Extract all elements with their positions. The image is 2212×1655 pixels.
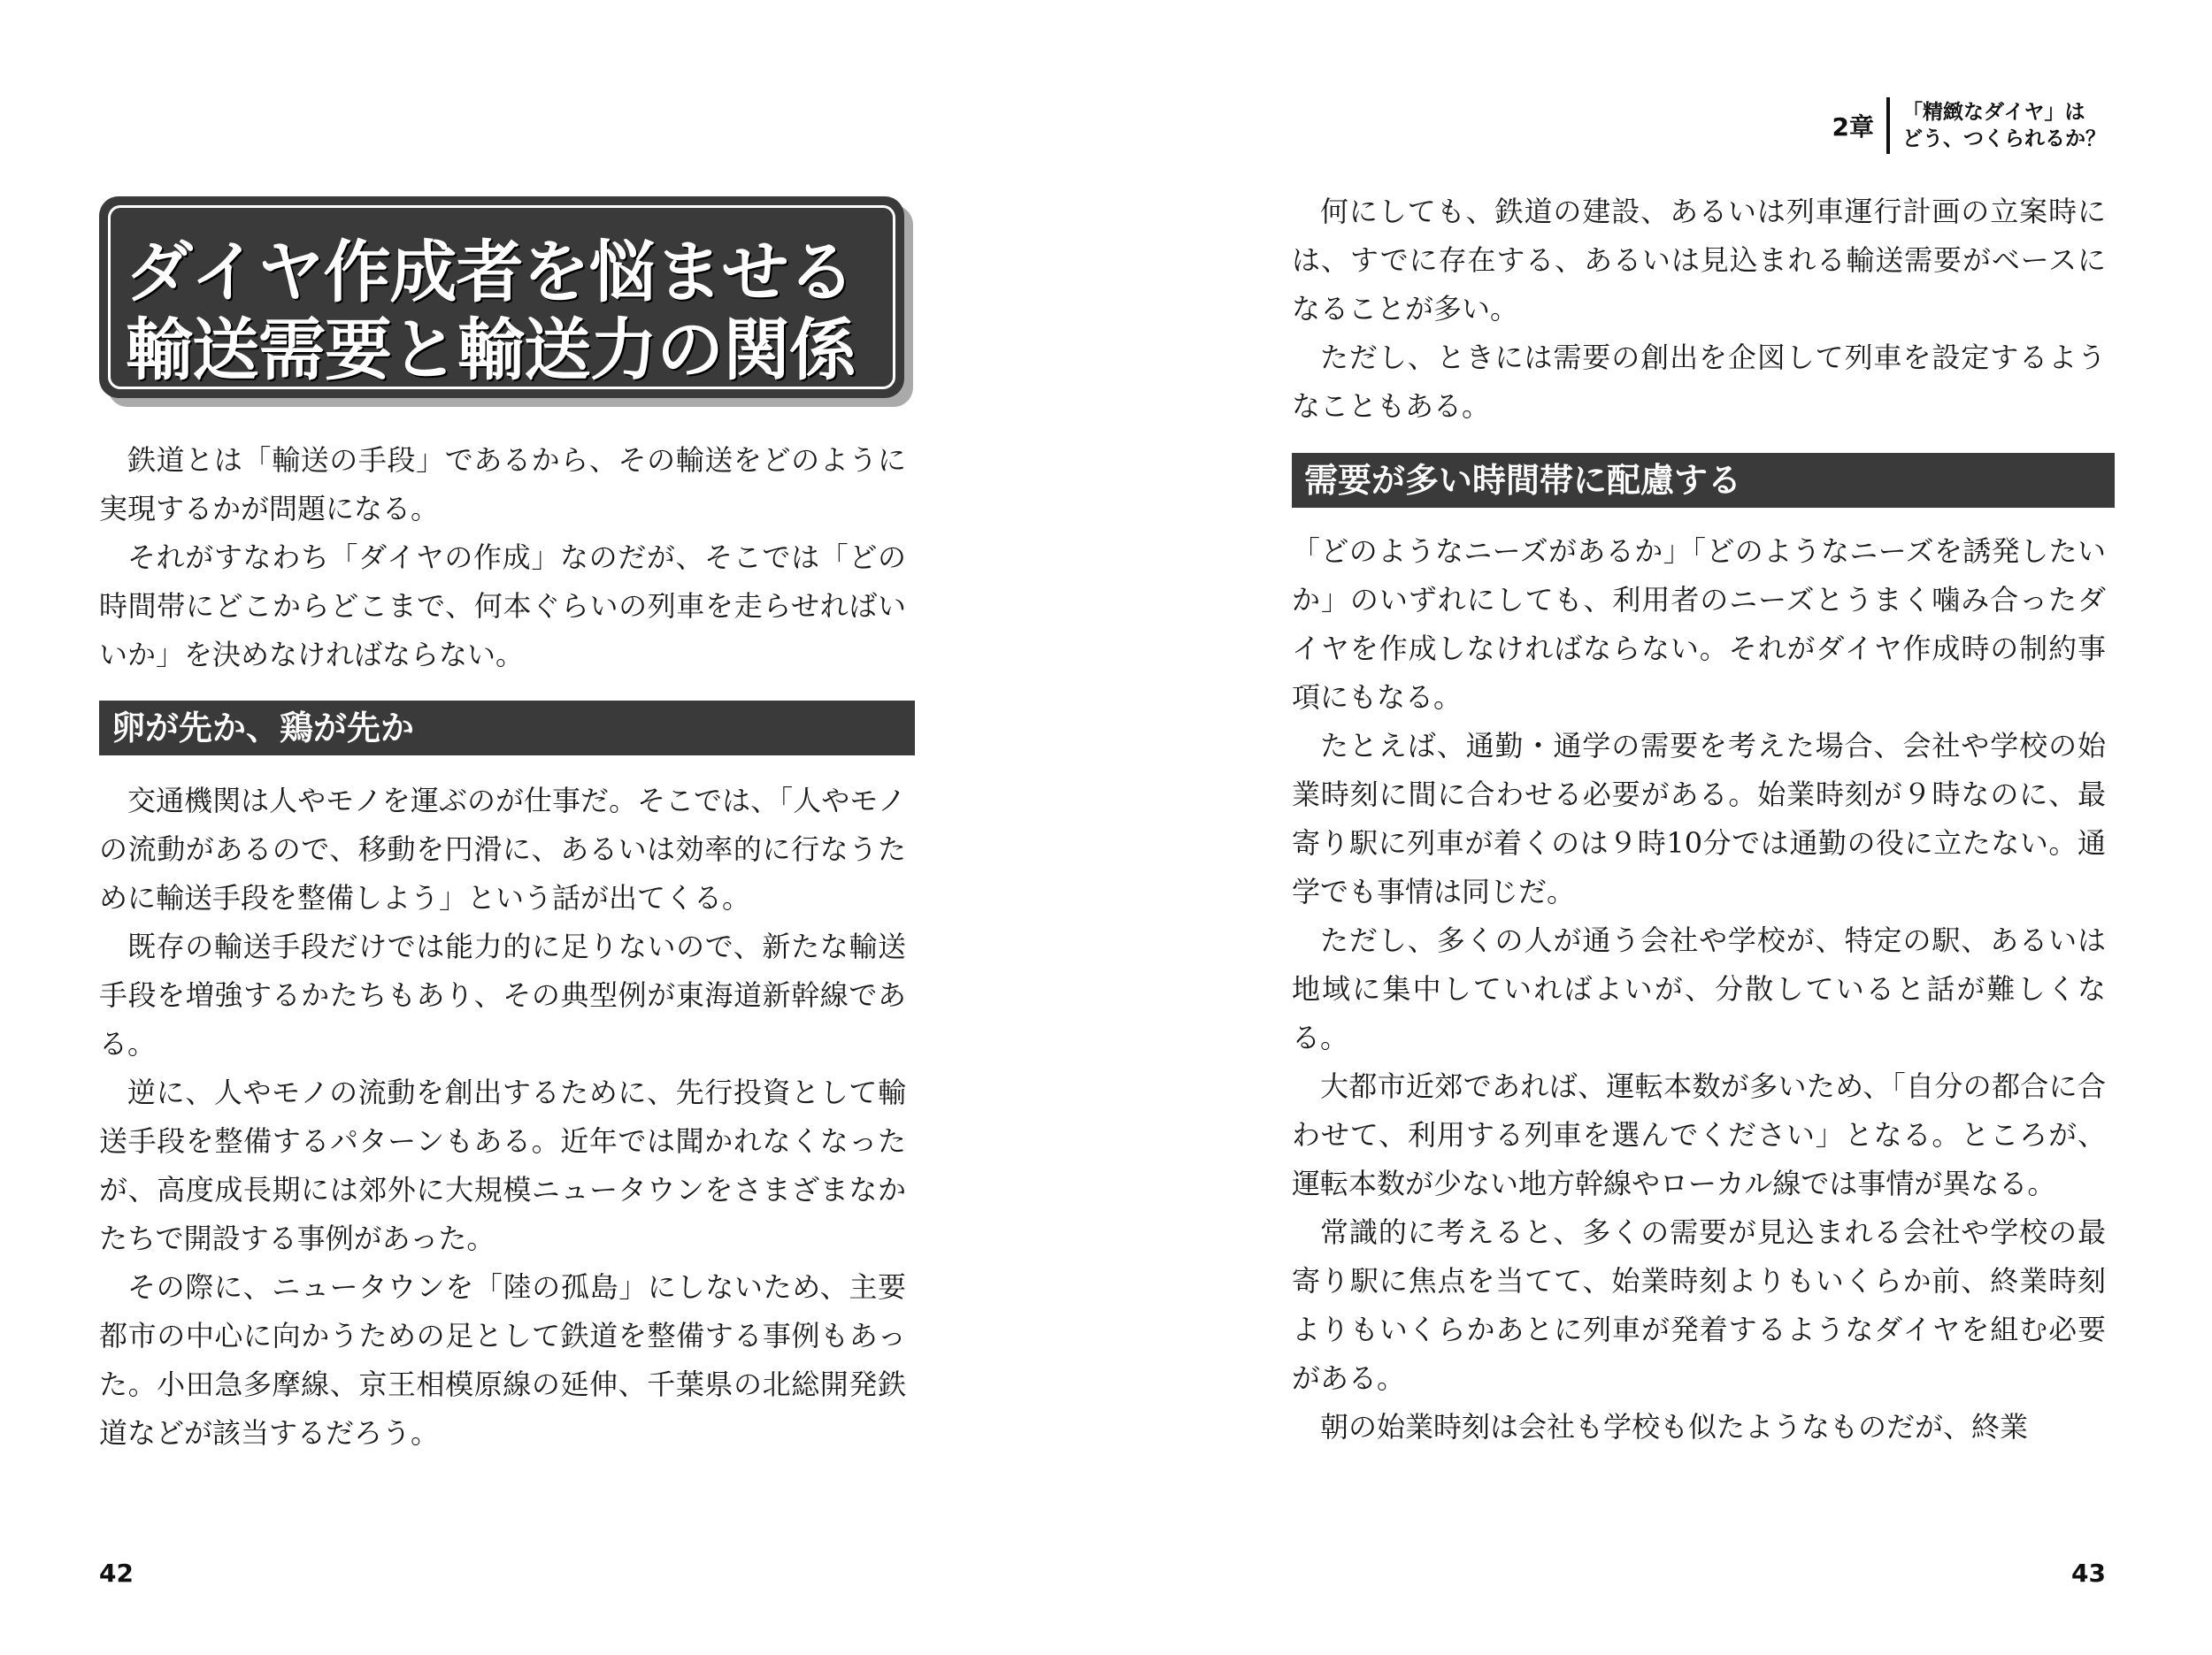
paragraph: 鉄道とは「輸送の手段」であるから、その輸送をどのように実現するかが問題になる。 [99, 443, 906, 525]
paragraph: 既存の輸送手段だけでは能力的に足りないので、新たな輸送手段を増強するかたちもあり、その典型例が東海道新幹線である。 [99, 930, 906, 1061]
section-heading-egg-chicken: 卵が先か、鶏が先か [99, 701, 915, 755]
paragraph: 何にしても、鉄道の建設、あるいは列車運行計画の立案時には、すでに存在する、あるいは見込まれる輸送需要がベースになることが多い。 [1292, 195, 2106, 326]
paragraph: 朝の始業時刻は会社も学校も似たようなものだが、終業 [1320, 1410, 2029, 1444]
title-line-1: ダイヤ作成者を悩ませる [126, 233, 855, 311]
paragraph: ただし、ときには需要の創出を企図して列車を設定するようなこともある。 [1292, 341, 2106, 423]
paragraph: たとえば、通勤・通学の需要を考えた場合、会社や学校の始業時刻に間に合わせる必要がある。始業時刻が９時なのに、最寄り駅に列車が着くのは９時10分では通勤の役に立たない。通学でも事情は同じだ。 [1292, 729, 2106, 908]
left-section-text [99, 777, 906, 1458]
paragraph: それがすなわち「ダイヤの作成」なのだが、そこでは「どの時間帯にどこからどこまで、何本ぐらいの列車を走らせればいいか」を決めなければならない。 [99, 540, 906, 671]
chapter-header [1832, 97, 2106, 154]
page-number-right: 43 [2071, 1559, 2106, 1588]
chapter-title [1890, 99, 2106, 152]
page-number-left: 42 [99, 1559, 134, 1588]
left-intro-text [99, 436, 906, 679]
paragraph: その際に、ニュータウンを「陸の孤島」にしないため、主要都市の中心に向かうための足として鉄道を整備する事例もあった。小田急多摩線、京王相模原線の延伸、千葉県の北総開発鉄道などが該当するだろう。 [99, 1270, 906, 1450]
paragraph: 交通機関は人やモノを運ぶのが仕事だ。そこでは、「人やモノの流動があるので、移動を円滑に、あるいは効率的に行なうために輸送手段を整備しよう」という話が出てくる。 [99, 784, 906, 915]
right-page [1106, 0, 2212, 1655]
chapter-title-line-1: 「精緻なダイヤ」は [1902, 101, 2085, 124]
title-box [99, 196, 904, 398]
paragraph: 常識的に考えると、多くの需要が見込まれる会社や学校の最寄り駅に焦点を当てて、始業時刻よりもいくらか前、終業時刻よりもいくらかあとに列車が発着するようなダイヤを組む必要がある。 [1292, 1215, 2106, 1395]
paragraph: 大都市近郊であれば、運転本数が多いため、「自分の都合に合わせて、利用する列車を選んでください」となる。ところが、運転本数が少ない地方幹線やローカル線では事情が異なる。 [1292, 1069, 2106, 1200]
title-line-2: 輸送需要と輸送力の関係 [126, 310, 856, 389]
paragraph: 「どのようなニーズがあるか」「どのようなニーズを誘発したいか」のいずれにしても、利用者のニーズとうまく噛み合ったダイヤを作成しなければならない。それがダイヤ作成時の制約事項にもなる。 [1292, 534, 2106, 714]
right-intro-text [1292, 188, 2106, 431]
right-section-text [1292, 527, 2106, 1452]
chapter-number: 2章 [1832, 112, 1874, 142]
paragraph: ただし、多くの人が通う会社や学校が、特定の駅、あるいは地域に集中していればよいが、分散していると話が難しくなる。 [1292, 923, 2106, 1054]
paragraph: 逆に、人やモノの流動を創出するために、先行投資として輸送手段を整備するパターンもある。近年では聞かれなくなったが、高度成長期には郊外に大規模ニュータウンをさまざまなかたちで開設する事例があった。 [99, 1076, 906, 1255]
section-heading-demand: 需要が多い時間帯に配慮する [1292, 453, 2115, 508]
chapter-title-line-2: どう、つくられるか？ [1902, 127, 2106, 150]
